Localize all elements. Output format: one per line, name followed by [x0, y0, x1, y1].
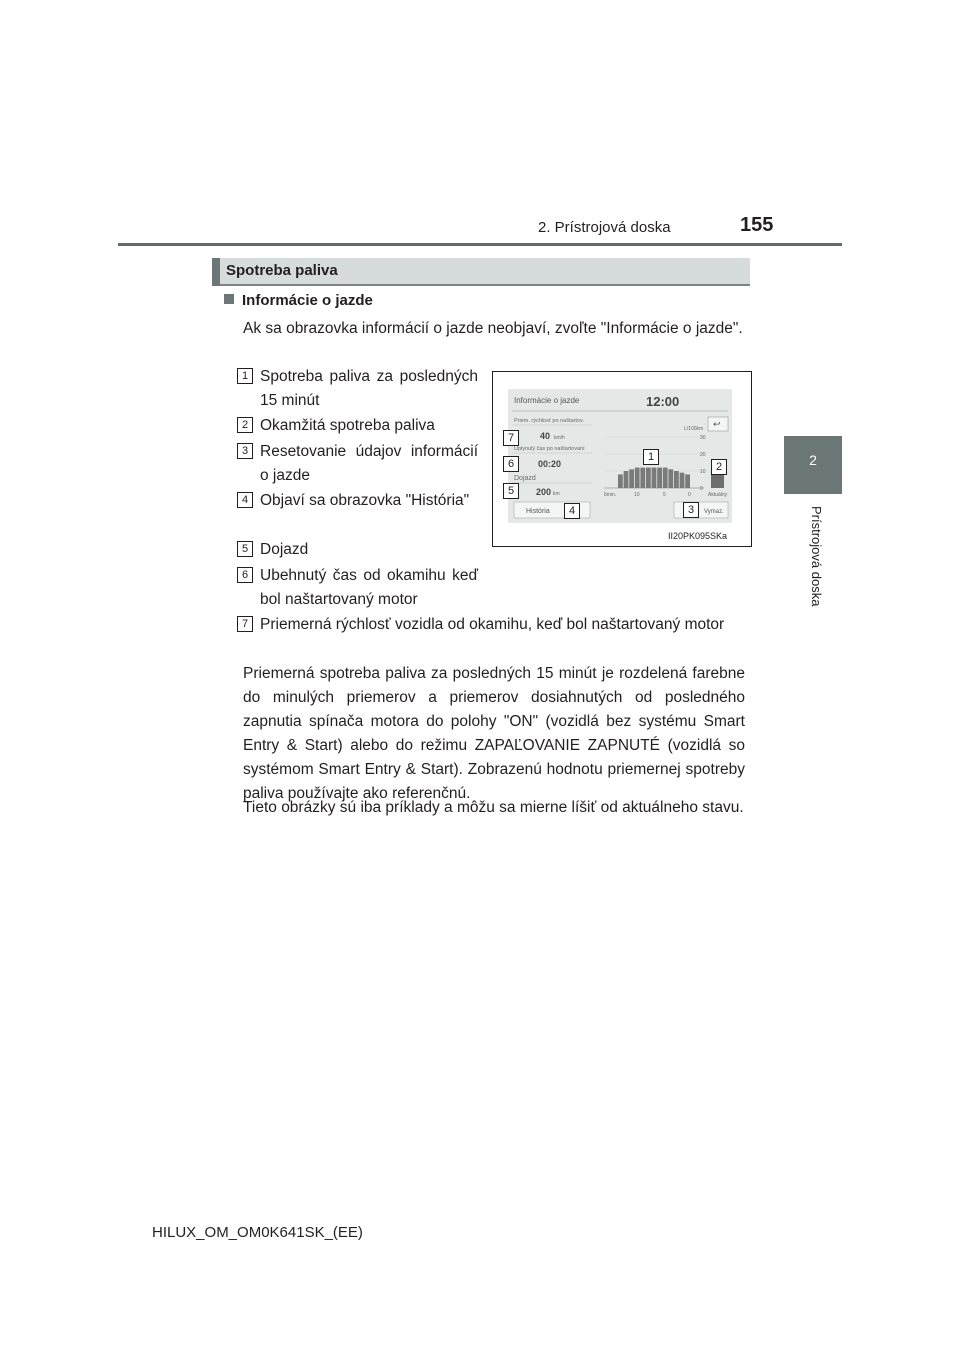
- consumption-bar: [680, 473, 685, 488]
- figure-code: II20PK095SKa: [668, 531, 728, 541]
- screen-title: Informácie o jazde: [514, 396, 580, 405]
- screen-clock: 12:00: [646, 394, 680, 409]
- subsection-heading: [224, 292, 373, 309]
- disclaimer-paragraph: Tieto obrázky sú iba príklady a môžu sa mierne líšiť od aktuálneho stavu.: [243, 799, 744, 816]
- avg-speed-label: Priem. rýchlosť po naštartov.: [514, 418, 584, 424]
- consumption-bar: [629, 469, 634, 488]
- callout-2: 2: [711, 459, 727, 475]
- callout-1: 1: [643, 449, 659, 465]
- document-code: HILUX_OM_OM0K641SK_(EE): [152, 1224, 363, 1241]
- clear-button-label: Vymaz.: [704, 509, 724, 515]
- item-number-2: 2: [237, 417, 253, 433]
- consumption-bar: [618, 474, 623, 488]
- consumption-bar: [663, 468, 668, 488]
- y-tick-0: 0: [700, 486, 703, 492]
- chapter-tab-title: Prístrojová doska: [809, 506, 824, 607]
- item-number-7: 7: [237, 616, 253, 632]
- x-tick-10: 10: [634, 492, 640, 498]
- description-paragraph: Priemerná spotreba paliva za posledných 15 minút je rozdelená farebne do minulých priemerov a priemerov dosiahnutých od posledného zapnutia spínača motora do polohy "ON" (vozidlá bez systému Smart Entry & Start) alebo do režimu ZAPAĽOVANIE ZAPNUTÉ (vozidlá so systémom Smart Entry & Start). Zobrazenú hodnotu priemernej spotreby paliva používajte ako referenčnú.: [243, 665, 745, 802]
- consumption-bar: [674, 471, 679, 488]
- x-tick-6min: 6min.: [604, 492, 617, 498]
- y-tick-30: 30: [700, 435, 706, 441]
- range-value: 200: [536, 487, 552, 497]
- header-rule: [118, 243, 842, 246]
- callout-6: 6: [503, 456, 519, 472]
- square-bullet-icon: [224, 294, 234, 304]
- return-arrow-icon: ↩: [713, 420, 721, 430]
- item-text-1: Spotreba paliva za posledných 15 minút: [260, 368, 478, 409]
- page-number: 155: [740, 214, 774, 236]
- consumption-bar: [685, 474, 690, 488]
- consumption-bar: [657, 468, 662, 488]
- item-text-4: Objaví sa obrazovka "História": [260, 492, 470, 509]
- item-text-5: Dojazd: [260, 541, 309, 558]
- y-tick-10: 10: [700, 469, 706, 475]
- item-text-3: Resetovanie údajov informácií o jazde: [260, 443, 478, 484]
- section-title: Spotreba paliva: [226, 262, 338, 279]
- section-bar-marker: [212, 258, 220, 286]
- elapsed-label: Uplynulý čas po naštartovaní: [514, 446, 585, 452]
- avg-speed-unit: km/h: [554, 435, 565, 441]
- y-tick-20: 20: [700, 452, 706, 458]
- item-text-2: Okamžitá spotreba paliva: [260, 417, 435, 434]
- callout-3: 3: [683, 502, 699, 518]
- current-label: Aktuálny: [708, 492, 728, 498]
- chapter-tab-number: 2: [809, 452, 817, 468]
- item-number-6: 6: [237, 567, 253, 583]
- callout-4: 4: [564, 503, 580, 519]
- range-unit: km: [553, 491, 560, 497]
- range-label: Dojazd: [514, 475, 536, 482]
- callout-5: 5: [503, 483, 519, 499]
- item-number-4: 4: [237, 492, 253, 508]
- consumption-bar: [640, 468, 645, 488]
- consumption-bar: [646, 468, 651, 488]
- x-tick-5: 5: [663, 492, 666, 498]
- intro-text: Ak sa obrazovka informácií o jazde neobjaví, zvoľte "Informácie o jazde".: [243, 320, 743, 337]
- subsection-title: Informácie o jazde: [242, 292, 373, 309]
- consumption-bar: [668, 469, 673, 488]
- unit-label: L/100km: [684, 426, 704, 432]
- chapter-title: 2. Prístrojová doska: [538, 219, 671, 236]
- item-number-3: 3: [237, 443, 253, 459]
- x-tick-0: 0: [688, 492, 691, 498]
- history-button-label: História: [526, 508, 550, 515]
- item-text-6: Ubehnutý čas od okamihu keď bol naštartovaný motor: [260, 567, 478, 608]
- consumption-bar: [624, 471, 629, 488]
- item-number-5: 5: [237, 541, 253, 557]
- consumption-bar: [635, 468, 640, 488]
- elapsed-value: 00:20: [538, 459, 562, 469]
- current-consumption-bar: [711, 475, 724, 488]
- item-text-7: Priemerná rýchlosť vozidla od okamihu, keď bol naštartovaný motor: [260, 616, 725, 633]
- callout-7: 7: [503, 430, 519, 446]
- item-number-1: 1: [237, 368, 253, 384]
- consumption-bar: [652, 468, 657, 488]
- avg-speed-value: 40: [540, 431, 551, 441]
